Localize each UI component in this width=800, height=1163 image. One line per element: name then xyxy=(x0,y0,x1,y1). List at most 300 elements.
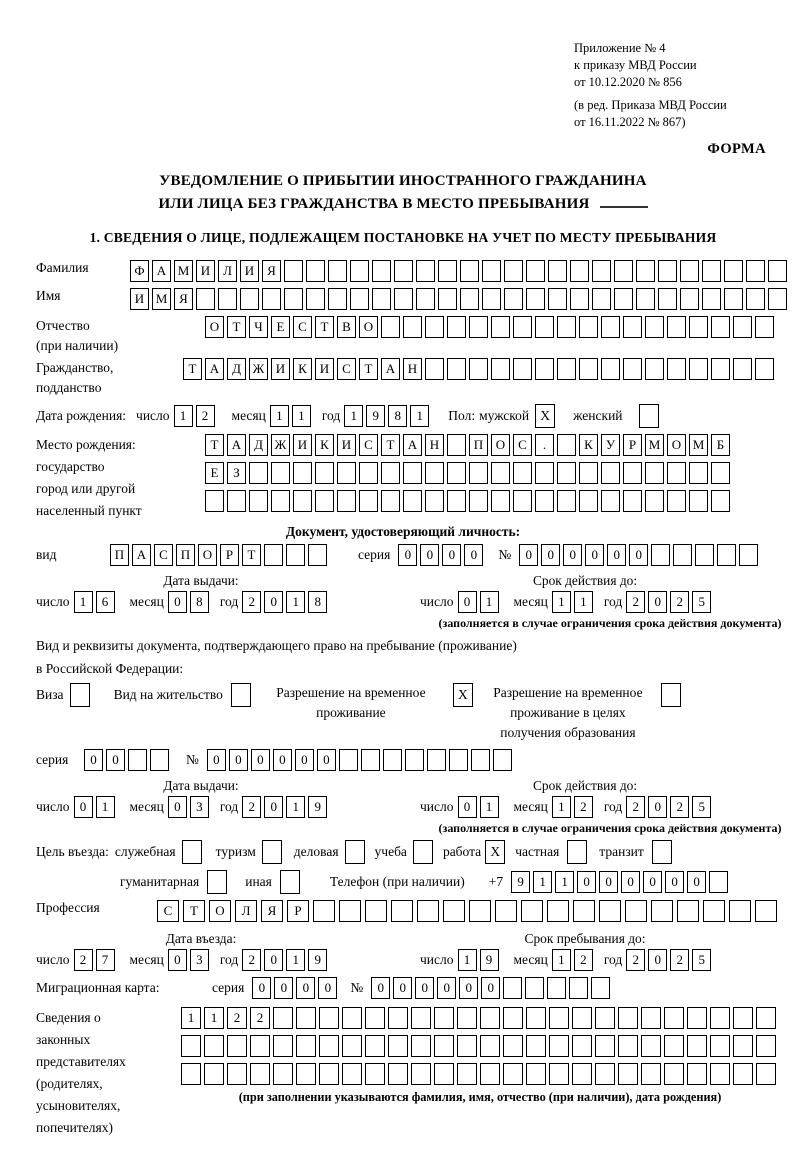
char-cell[interactable] xyxy=(570,260,589,282)
char-cell[interactable] xyxy=(641,1035,661,1057)
char-cell[interactable] xyxy=(557,434,576,456)
purpose-other-checkbox[interactable] xyxy=(280,870,300,894)
char-cell[interactable] xyxy=(342,1063,362,1085)
char-cell[interactable] xyxy=(218,288,237,310)
char-cell[interactable] xyxy=(579,462,598,484)
char-cell[interactable] xyxy=(549,1035,569,1057)
char-cell[interactable] xyxy=(680,260,699,282)
char-cell[interactable] xyxy=(673,544,692,566)
char-cell[interactable] xyxy=(756,1007,776,1029)
char-cell[interactable]: 2 xyxy=(670,796,689,818)
char-cell[interactable] xyxy=(469,462,488,484)
char-cell[interactable] xyxy=(391,900,413,922)
char-cell[interactable] xyxy=(181,1035,201,1057)
char-cell[interactable] xyxy=(438,288,457,310)
char-cell[interactable] xyxy=(350,260,369,282)
char-cell[interactable]: М xyxy=(174,260,193,282)
char-cell[interactable] xyxy=(284,288,303,310)
char-cell[interactable]: 0 xyxy=(541,544,560,566)
char-cell[interactable] xyxy=(689,462,708,484)
char-cell[interactable]: Т xyxy=(183,358,202,380)
char-cell[interactable] xyxy=(709,871,728,893)
char-cell[interactable]: В xyxy=(337,316,356,338)
char-cell[interactable]: О xyxy=(359,316,378,338)
char-cell[interactable]: 2 xyxy=(242,949,261,971)
char-cell[interactable] xyxy=(271,490,290,512)
char-cell[interactable]: М xyxy=(645,434,664,456)
char-cell[interactable]: 1 xyxy=(74,591,93,613)
char-cell[interactable] xyxy=(447,462,466,484)
char-cell[interactable] xyxy=(403,462,422,484)
char-cell[interactable] xyxy=(595,1063,615,1085)
char-cell[interactable]: 5 xyxy=(692,949,711,971)
char-cell[interactable]: С xyxy=(293,316,312,338)
char-cell[interactable] xyxy=(599,900,621,922)
char-cell[interactable] xyxy=(365,1063,385,1085)
char-cell[interactable] xyxy=(687,1063,707,1085)
char-cell[interactable]: 8 xyxy=(308,591,327,613)
char-cell[interactable] xyxy=(271,462,290,484)
char-cell[interactable] xyxy=(569,977,588,999)
char-cell[interactable] xyxy=(308,544,327,566)
char-cell[interactable]: 0 xyxy=(84,749,103,771)
char-cell[interactable]: И xyxy=(293,434,312,456)
char-cell[interactable] xyxy=(205,490,224,512)
char-cell[interactable]: А xyxy=(227,434,246,456)
char-cell[interactable] xyxy=(403,316,422,338)
char-cell[interactable]: 0 xyxy=(459,977,478,999)
char-cell[interactable]: 2 xyxy=(242,591,261,613)
char-cell[interactable] xyxy=(457,1035,477,1057)
char-cell[interactable] xyxy=(449,749,468,771)
char-cell[interactable]: 0 xyxy=(687,871,706,893)
char-cell[interactable]: 0 xyxy=(274,977,293,999)
char-cell[interactable] xyxy=(504,288,523,310)
char-cell[interactable] xyxy=(702,288,721,310)
char-cell[interactable]: О xyxy=(667,434,686,456)
char-cell[interactable] xyxy=(296,1035,316,1057)
char-cell[interactable]: 7 xyxy=(96,949,115,971)
char-cell[interactable] xyxy=(319,1035,339,1057)
char-cell[interactable]: А xyxy=(205,358,224,380)
purpose-work-checkbox[interactable]: X xyxy=(485,840,505,864)
char-cell[interactable] xyxy=(457,1007,477,1029)
char-cell[interactable] xyxy=(729,900,751,922)
char-cell[interactable]: 1 xyxy=(174,405,193,427)
char-cell[interactable]: 0 xyxy=(168,949,187,971)
char-cell[interactable] xyxy=(425,358,444,380)
char-cell[interactable] xyxy=(493,749,512,771)
char-cell[interactable] xyxy=(601,316,620,338)
char-cell[interactable]: Н xyxy=(403,358,422,380)
char-cell[interactable] xyxy=(491,462,510,484)
char-cell[interactable]: 0 xyxy=(442,544,461,566)
char-cell[interactable]: 9 xyxy=(480,949,499,971)
char-cell[interactable] xyxy=(469,316,488,338)
char-cell[interactable]: 0 xyxy=(481,977,500,999)
char-cell[interactable]: Т xyxy=(242,544,261,566)
char-cell[interactable]: А xyxy=(381,358,400,380)
purpose-private-checkbox[interactable] xyxy=(567,840,587,864)
char-cell[interactable]: 0 xyxy=(398,544,417,566)
char-cell[interactable] xyxy=(645,490,664,512)
char-cell[interactable] xyxy=(614,260,633,282)
char-cell[interactable] xyxy=(573,900,595,922)
char-cell[interactable]: 2 xyxy=(670,949,689,971)
char-cell[interactable] xyxy=(557,358,576,380)
char-cell[interactable] xyxy=(724,288,743,310)
char-cell[interactable]: 0 xyxy=(318,977,337,999)
char-cell[interactable] xyxy=(535,358,554,380)
char-cell[interactable] xyxy=(447,358,466,380)
char-cell[interactable] xyxy=(636,288,655,310)
char-cell[interactable] xyxy=(427,749,446,771)
char-cell[interactable] xyxy=(250,1063,270,1085)
char-cell[interactable] xyxy=(755,316,774,338)
char-cell[interactable] xyxy=(416,260,435,282)
char-cell[interactable] xyxy=(614,288,633,310)
char-cell[interactable] xyxy=(434,1035,454,1057)
char-cell[interactable]: Т xyxy=(183,900,205,922)
char-cell[interactable] xyxy=(328,260,347,282)
char-cell[interactable]: 0 xyxy=(464,544,483,566)
char-cell[interactable]: К xyxy=(293,358,312,380)
female-checkbox[interactable] xyxy=(639,404,659,428)
char-cell[interactable]: 0 xyxy=(563,544,582,566)
char-cell[interactable] xyxy=(181,1063,201,1085)
char-cell[interactable] xyxy=(680,288,699,310)
char-cell[interactable] xyxy=(687,1007,707,1029)
char-cell[interactable]: Т xyxy=(315,316,334,338)
char-cell[interactable]: 1 xyxy=(552,591,571,613)
char-cell[interactable] xyxy=(361,749,380,771)
char-cell[interactable] xyxy=(677,900,699,922)
char-cell[interactable] xyxy=(381,316,400,338)
char-cell[interactable]: 1 xyxy=(552,796,571,818)
char-cell[interactable]: 0 xyxy=(629,544,648,566)
char-cell[interactable] xyxy=(337,490,356,512)
char-cell[interactable] xyxy=(460,260,479,282)
char-cell[interactable] xyxy=(557,462,576,484)
char-cell[interactable] xyxy=(411,1063,431,1085)
char-cell[interactable] xyxy=(548,288,567,310)
char-cell[interactable]: Р xyxy=(220,544,239,566)
char-cell[interactable] xyxy=(572,1035,592,1057)
char-cell[interactable] xyxy=(417,900,439,922)
char-cell[interactable] xyxy=(457,1063,477,1085)
char-cell[interactable]: О xyxy=(491,434,510,456)
char-cell[interactable]: 1 xyxy=(96,796,115,818)
char-cell[interactable] xyxy=(365,1007,385,1029)
char-cell[interactable]: 1 xyxy=(480,591,499,613)
char-cell[interactable] xyxy=(262,288,281,310)
char-cell[interactable]: 0 xyxy=(420,544,439,566)
char-cell[interactable]: 0 xyxy=(264,591,283,613)
char-cell[interactable]: Т xyxy=(381,434,400,456)
char-cell[interactable] xyxy=(525,977,544,999)
char-cell[interactable] xyxy=(513,316,532,338)
purpose-official-checkbox[interactable] xyxy=(182,840,202,864)
char-cell[interactable]: 1 xyxy=(286,796,305,818)
char-cell[interactable] xyxy=(328,288,347,310)
char-cell[interactable] xyxy=(504,260,523,282)
char-cell[interactable]: 1 xyxy=(344,405,363,427)
char-cell[interactable] xyxy=(394,288,413,310)
char-cell[interactable] xyxy=(315,462,334,484)
char-cell[interactable]: 0 xyxy=(371,977,390,999)
char-cell[interactable]: 0 xyxy=(317,749,336,771)
char-cell[interactable]: 6 xyxy=(96,591,115,613)
char-cell[interactable]: Ф xyxy=(130,260,149,282)
char-cell[interactable] xyxy=(591,977,610,999)
char-cell[interactable] xyxy=(293,462,312,484)
char-cell[interactable] xyxy=(595,1007,615,1029)
char-cell[interactable] xyxy=(482,260,501,282)
char-cell[interactable]: 2 xyxy=(250,1007,270,1029)
char-cell[interactable] xyxy=(339,749,358,771)
char-cell[interactable] xyxy=(491,490,510,512)
char-cell[interactable]: И xyxy=(337,434,356,456)
char-cell[interactable]: 2 xyxy=(670,591,689,613)
char-cell[interactable] xyxy=(733,316,752,338)
char-cell[interactable]: 0 xyxy=(264,949,283,971)
char-cell[interactable]: 2 xyxy=(626,591,645,613)
char-cell[interactable] xyxy=(572,1063,592,1085)
char-cell[interactable]: Я xyxy=(174,288,193,310)
char-cell[interactable]: 2 xyxy=(227,1007,247,1029)
char-cell[interactable] xyxy=(293,490,312,512)
char-cell[interactable] xyxy=(315,490,334,512)
char-cell[interactable]: С xyxy=(337,358,356,380)
char-cell[interactable] xyxy=(664,1035,684,1057)
purpose-transit-checkbox[interactable] xyxy=(652,840,672,864)
char-cell[interactable] xyxy=(128,749,147,771)
char-cell[interactable]: П xyxy=(110,544,129,566)
char-cell[interactable] xyxy=(381,462,400,484)
char-cell[interactable]: С xyxy=(157,900,179,922)
char-cell[interactable] xyxy=(480,1035,500,1057)
char-cell[interactable]: З xyxy=(227,462,246,484)
char-cell[interactable]: 2 xyxy=(626,949,645,971)
char-cell[interactable]: Р xyxy=(623,434,642,456)
char-cell[interactable]: 0 xyxy=(415,977,434,999)
char-cell[interactable]: Ж xyxy=(249,358,268,380)
char-cell[interactable] xyxy=(667,462,686,484)
char-cell[interactable] xyxy=(443,900,465,922)
char-cell[interactable]: 1 xyxy=(286,949,305,971)
char-cell[interactable]: 9 xyxy=(308,949,327,971)
char-cell[interactable]: 2 xyxy=(626,796,645,818)
char-cell[interactable]: 9 xyxy=(308,796,327,818)
purpose-tourism-checkbox[interactable] xyxy=(262,840,282,864)
char-cell[interactable] xyxy=(570,288,589,310)
char-cell[interactable]: И xyxy=(130,288,149,310)
char-cell[interactable]: 0 xyxy=(599,871,618,893)
char-cell[interactable] xyxy=(641,1063,661,1085)
char-cell[interactable]: 0 xyxy=(106,749,125,771)
char-cell[interactable] xyxy=(359,490,378,512)
char-cell[interactable] xyxy=(601,462,620,484)
char-cell[interactable] xyxy=(405,749,424,771)
char-cell[interactable] xyxy=(482,288,501,310)
char-cell[interactable] xyxy=(491,358,510,380)
char-cell[interactable] xyxy=(623,316,642,338)
char-cell[interactable] xyxy=(196,288,215,310)
char-cell[interactable] xyxy=(689,490,708,512)
char-cell[interactable] xyxy=(313,900,335,922)
char-cell[interactable]: 0 xyxy=(458,796,477,818)
char-cell[interactable] xyxy=(495,900,517,922)
char-cell[interactable] xyxy=(469,490,488,512)
char-cell[interactable]: 0 xyxy=(251,749,270,771)
char-cell[interactable] xyxy=(601,490,620,512)
char-cell[interactable] xyxy=(521,900,543,922)
char-cell[interactable] xyxy=(526,1007,546,1029)
char-cell[interactable]: С xyxy=(359,434,378,456)
char-cell[interactable]: О xyxy=(198,544,217,566)
char-cell[interactable] xyxy=(535,316,554,338)
char-cell[interactable] xyxy=(618,1007,638,1029)
char-cell[interactable] xyxy=(526,260,545,282)
char-cell[interactable]: 2 xyxy=(74,949,93,971)
char-cell[interactable]: 0 xyxy=(577,871,596,893)
char-cell[interactable]: Ч xyxy=(249,316,268,338)
char-cell[interactable]: П xyxy=(176,544,195,566)
char-cell[interactable] xyxy=(711,358,730,380)
char-cell[interactable]: И xyxy=(315,358,334,380)
char-cell[interactable]: 0 xyxy=(648,949,667,971)
char-cell[interactable]: 8 xyxy=(190,591,209,613)
char-cell[interactable] xyxy=(623,358,642,380)
char-cell[interactable]: И xyxy=(271,358,290,380)
char-cell[interactable]: 1 xyxy=(204,1007,224,1029)
char-cell[interactable]: 2 xyxy=(242,796,261,818)
char-cell[interactable]: 1 xyxy=(410,405,429,427)
temp-residence-checkbox[interactable]: X xyxy=(453,683,473,707)
char-cell[interactable] xyxy=(667,490,686,512)
char-cell[interactable] xyxy=(491,316,510,338)
char-cell[interactable] xyxy=(480,1063,500,1085)
char-cell[interactable]: 1 xyxy=(458,949,477,971)
char-cell[interactable] xyxy=(658,260,677,282)
char-cell[interactable] xyxy=(359,462,378,484)
char-cell[interactable] xyxy=(601,358,620,380)
temp-residence-edu-checkbox[interactable] xyxy=(661,683,681,707)
char-cell[interactable] xyxy=(535,490,554,512)
char-cell[interactable]: 0 xyxy=(648,591,667,613)
char-cell[interactable]: 1 xyxy=(574,591,593,613)
char-cell[interactable] xyxy=(711,316,730,338)
purpose-humanitarian-checkbox[interactable] xyxy=(207,870,227,894)
char-cell[interactable] xyxy=(286,544,305,566)
char-cell[interactable]: 0 xyxy=(643,871,662,893)
char-cell[interactable] xyxy=(711,490,730,512)
char-cell[interactable] xyxy=(388,1063,408,1085)
char-cell[interactable]: А xyxy=(152,260,171,282)
char-cell[interactable] xyxy=(733,1007,753,1029)
char-cell[interactable] xyxy=(434,1063,454,1085)
char-cell[interactable] xyxy=(755,900,777,922)
char-cell[interactable] xyxy=(425,316,444,338)
char-cell[interactable]: 9 xyxy=(511,871,530,893)
char-cell[interactable] xyxy=(703,900,725,922)
char-cell[interactable] xyxy=(739,544,758,566)
char-cell[interactable] xyxy=(579,358,598,380)
char-cell[interactable]: 1 xyxy=(533,871,552,893)
char-cell[interactable] xyxy=(579,490,598,512)
char-cell[interactable] xyxy=(664,1007,684,1029)
char-cell[interactable]: 0 xyxy=(168,796,187,818)
char-cell[interactable] xyxy=(549,1007,569,1029)
char-cell[interactable]: 5 xyxy=(692,796,711,818)
char-cell[interactable] xyxy=(702,260,721,282)
char-cell[interactable]: 0 xyxy=(168,591,187,613)
char-cell[interactable] xyxy=(447,316,466,338)
char-cell[interactable]: Я xyxy=(262,260,281,282)
char-cell[interactable]: 9 xyxy=(366,405,385,427)
char-cell[interactable]: Д xyxy=(249,434,268,456)
char-cell[interactable] xyxy=(710,1035,730,1057)
char-cell[interactable] xyxy=(337,462,356,484)
char-cell[interactable]: Т xyxy=(205,434,224,456)
char-cell[interactable] xyxy=(416,288,435,310)
char-cell[interactable]: О xyxy=(209,900,231,922)
residence-permit-checkbox[interactable] xyxy=(231,683,251,707)
char-cell[interactable] xyxy=(447,490,466,512)
char-cell[interactable] xyxy=(557,490,576,512)
char-cell[interactable] xyxy=(557,316,576,338)
char-cell[interactable] xyxy=(710,1007,730,1029)
char-cell[interactable] xyxy=(645,316,664,338)
char-cell[interactable] xyxy=(526,288,545,310)
char-cell[interactable] xyxy=(411,1007,431,1029)
char-cell[interactable] xyxy=(717,544,736,566)
char-cell[interactable]: К xyxy=(579,434,598,456)
char-cell[interactable] xyxy=(273,1035,293,1057)
char-cell[interactable]: У xyxy=(601,434,620,456)
char-cell[interactable]: А xyxy=(403,434,422,456)
char-cell[interactable]: 1 xyxy=(292,405,311,427)
char-cell[interactable] xyxy=(342,1035,362,1057)
char-cell[interactable] xyxy=(711,462,730,484)
char-cell[interactable] xyxy=(641,1007,661,1029)
char-cell[interactable] xyxy=(689,316,708,338)
char-cell[interactable] xyxy=(381,490,400,512)
char-cell[interactable] xyxy=(687,1035,707,1057)
char-cell[interactable]: О xyxy=(205,316,224,338)
char-cell[interactable] xyxy=(365,900,387,922)
char-cell[interactable]: 1 xyxy=(270,405,289,427)
char-cell[interactable]: М xyxy=(689,434,708,456)
char-cell[interactable]: 0 xyxy=(437,977,456,999)
char-cell[interactable] xyxy=(733,1035,753,1057)
char-cell[interactable] xyxy=(227,490,246,512)
char-cell[interactable] xyxy=(746,288,765,310)
char-cell[interactable] xyxy=(746,260,765,282)
char-cell[interactable] xyxy=(339,900,361,922)
char-cell[interactable] xyxy=(296,1063,316,1085)
char-cell[interactable] xyxy=(503,977,522,999)
char-cell[interactable] xyxy=(724,260,743,282)
char-cell[interactable]: 1 xyxy=(286,591,305,613)
char-cell[interactable]: К xyxy=(315,434,334,456)
char-cell[interactable]: 5 xyxy=(692,591,711,613)
char-cell[interactable]: 0 xyxy=(264,796,283,818)
char-cell[interactable] xyxy=(535,462,554,484)
char-cell[interactable]: 0 xyxy=(229,749,248,771)
char-cell[interactable]: 0 xyxy=(607,544,626,566)
char-cell[interactable]: А xyxy=(132,544,151,566)
